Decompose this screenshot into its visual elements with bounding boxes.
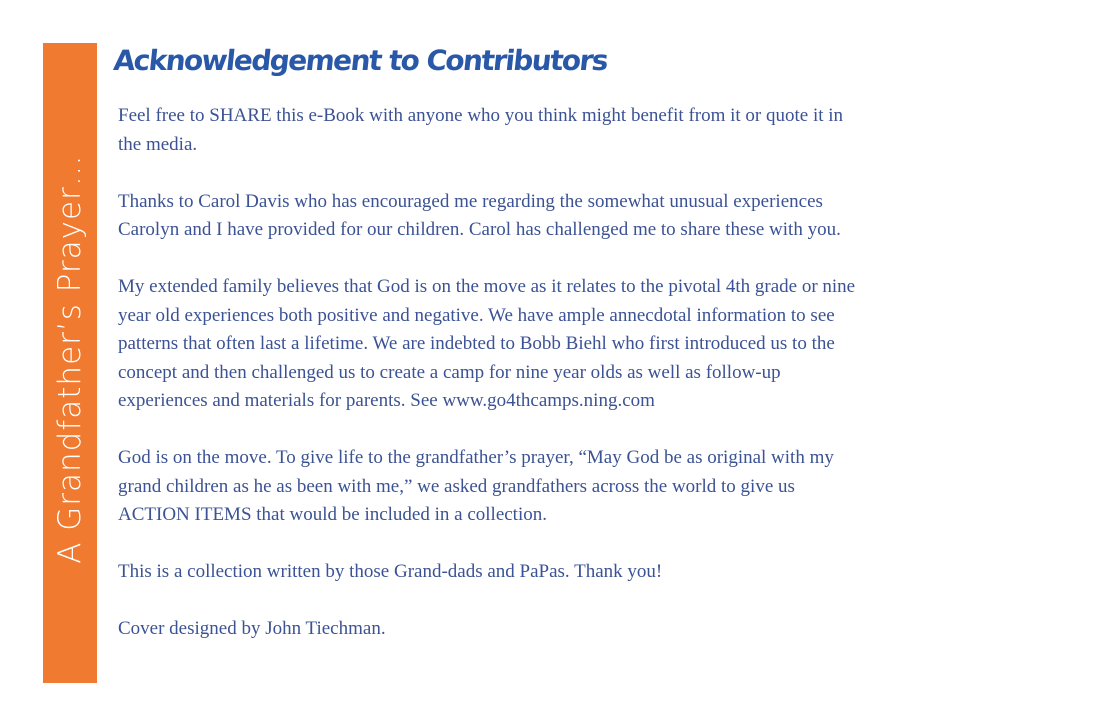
paragraph-thanks: Thanks to Carol Davis who has encouraged me regarding the somewhat unusual experiences Carolyn and I have provided for our children. Carol has challenged me to share these with you.	[118, 190, 841, 240]
paragraph-family: My extended family believes that God is on the move as it relates to the pivotal 4th grade or nine year old experiences both positive and negative. We have ample annecdotal information to see patterns that often last a lifetime. We are indebted to Bobb Biehl who first introduced us to the concept and then challenged us to create a camp for nine year olds as well as follow-up experiences and materials for parents. See www.go4thcamps.ning.com	[118, 276, 856, 411]
body-content	[118, 102, 1058, 672]
paragraph-prayer: God is on the move. To give life to the grandfather’s prayer, “May God be as original with my grand children as he as been with me,” we asked grandfathers across the world to give us ACTION ITEMS that would be included in a collection.	[118, 447, 834, 525]
page-heading: Acknowledgement to Contributors	[112, 44, 609, 77]
paragraph-cover-credit: Cover designed by John Tiechman.	[118, 618, 386, 639]
paragraph-collection: This is a collection written by those Grand-dads and PaPas. Thank you!	[118, 561, 663, 582]
side-title: A Grandfather’s Prayer…	[52, 154, 88, 564]
paragraph-share: Feel free to SHARE this e-Book with anyone who you think might benefit from it or quote it in the media.	[118, 105, 844, 155]
side-bar	[43, 43, 97, 683]
